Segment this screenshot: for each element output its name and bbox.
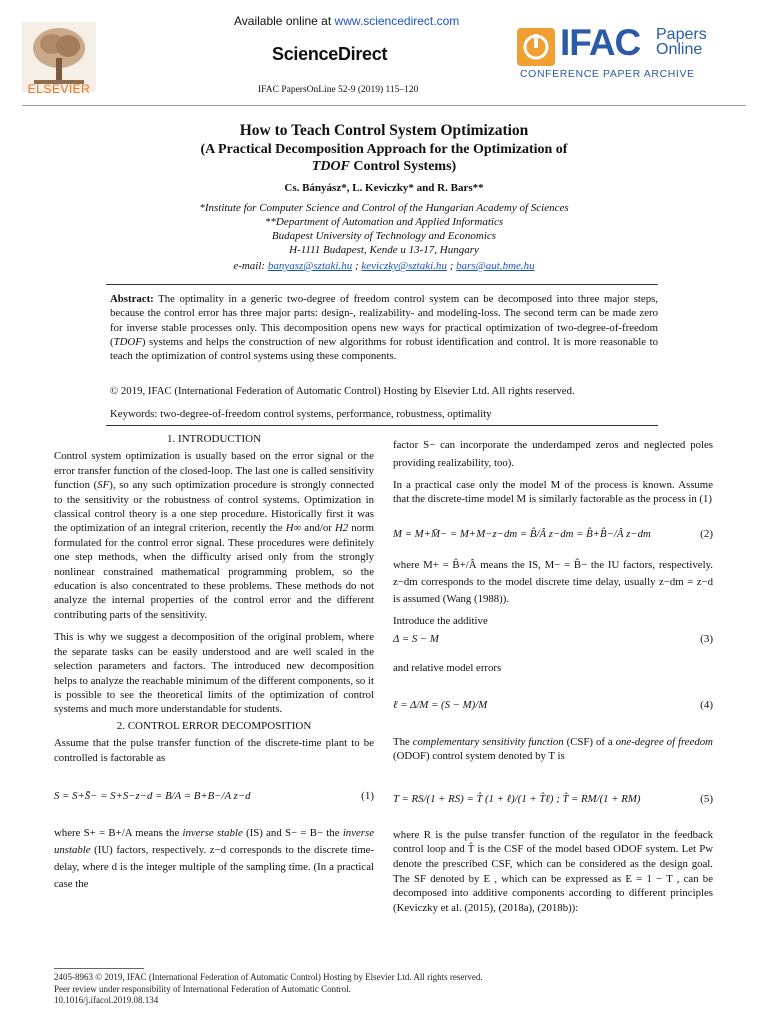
equation-5 (393, 782, 713, 816)
journal-citation: IFAC PapersOnLine 52-9 (2019) 115–120 (258, 85, 419, 95)
text-inverse-stable: inverse stable (182, 826, 243, 839)
footer-copyright: 2405-8963 © 2019, IFAC (International Federation of Automatic Control) Hosting by Elsevier Ltd. All rights reserved. (54, 972, 483, 982)
decomposition-paragraph-2 (54, 825, 374, 893)
available-text: Available online at (234, 14, 332, 28)
equation-1 (54, 781, 374, 811)
sciencedirect-link[interactable]: www.sciencedirect.com (334, 14, 460, 28)
ifac-wordmark: IFAC (560, 22, 641, 63)
right-paragraph-7: where R is the pulse transfer function of the regulator in the feedback control loop and T̂ is the CSF of the model based ODOF system. Let Pw denote the prescribed CSF, which can be considered as the design goal. The SF denoted by E , which can be expressed as E = 1 − T , can be decomposed into additive components according to different principles (Keviczky et al. (2015), (2018a), (2018b)): (393, 828, 713, 914)
papers-text: Papers (656, 26, 707, 43)
text-odof: one-degree of freedom (615, 736, 713, 749)
text-sf: SF (97, 479, 110, 492)
authors: Cs. Bányász*, L. Keviczky* and R. Bars** (284, 182, 484, 194)
equation-2-body: M = M+M̄− = M+M−z−dm = B̂/Â z−dm = B̂+B̂−/Â z−dm (393, 527, 651, 540)
equation-1-body: S = S+S̄− = S+S−z−d = B/A = B+B−/A z−d (54, 789, 251, 802)
right-paragraph-5: and relative model errors (393, 661, 502, 674)
text: ), so any such optimization procedure is strongly connected to the sensitivity or the robustness of control systems. Optimization in classical control theory is a one step procedure. Historically first it was the optimization of an integral criterion, recently the (54, 479, 374, 535)
abstract-bottom-rule (106, 425, 658, 426)
abstract-tdof: TDOF (113, 335, 142, 348)
section-heading-decomposition: 2. CONTROL ERROR DECOMPOSITION (116, 719, 312, 732)
subtitle-tdof: TDOF (311, 159, 350, 174)
ifac-emblem-icon (517, 28, 555, 66)
footer (54, 972, 483, 1007)
text-hinf: H∞ (285, 522, 302, 535)
email-separator: ; (352, 260, 362, 272)
equation-4-number: (4) (700, 698, 713, 711)
text: and/or (301, 522, 335, 535)
intro-paragraph-2: This is why we suggest a decomposition of the original problem, where the separate tasks can be easily understood and are well scaled in the selection parameters and factors. The introduced new decomposition helps to analyze the reachable minimum of the different components, so it is possible to see the theoretical limits of the optimization of control systems and much more understandable for students. (54, 631, 375, 716)
intro-paragraph-1 (54, 449, 374, 622)
abstract-text-end: ) systems and helps the construction of new algorithms for robust identification and control. It is more reasonable to teach the optimization of control systems using these components. (110, 335, 658, 363)
text: Control system optimization is usually based on the error signal or the error transfer function of the closed-loop. The last one is called sensitivity function ( (54, 450, 374, 492)
right-paragraph-6 (393, 735, 713, 764)
conference-paper-archive: CONFERENCE PAPER ARCHIVE (520, 68, 695, 80)
email-label: e-mail: (233, 260, 268, 272)
paper-subtitle-line2 (22, 159, 746, 175)
paper-subtitle-line1: (A Practical Decomposition Approach for the Optimization of (200, 142, 568, 157)
equation-3-number: (3) (700, 633, 713, 646)
equation-4 (393, 689, 713, 721)
footer-doi[interactable]: 10.1016/j.ifacol.2019.08.134 (54, 995, 159, 1005)
abstract (110, 292, 658, 363)
text-csf: complementary sensitivity function (412, 736, 564, 749)
email-line (22, 260, 746, 272)
copyright-notice: © 2019, IFAC (International Federation of Automatic Control) Hosting by Elsevier Ltd. All rights reserved. (110, 385, 575, 397)
text: (ODOF) control system denoted by T is (393, 750, 565, 763)
equation-2 (393, 517, 713, 551)
text-h2: H2 (334, 522, 349, 535)
text: (IS) and S− = B− the (242, 826, 343, 839)
subtitle-rest: Control Systems) (349, 159, 457, 174)
text-inverse-unstable: inverse unstable (54, 826, 374, 856)
header-divider (22, 105, 746, 106)
text: (IU) factors, respectively. z−d corresponds to the discrete time-delay, where d is the integer multiple of the sampling time. (In a practical case the (54, 843, 374, 890)
right-column (393, 436, 713, 915)
equation-5-body: T = RS/(1 + RS) = T̂ (1 + ℓ)/(1 + T̂ℓ) ; T̂ = RM/(1 + RM) (393, 792, 641, 805)
right-paragraph-2: In a practical case only the model M of the process is known. Assume that the discrete-time model M is similarly factorable as the process in (1) (393, 479, 713, 506)
equation-4-body: ℓ = Δ/M = (S − M)/M (393, 698, 488, 711)
right-paragraph-1: factor S− can incorporate the underdamped zeros and neglected poles providing realizability, too). (393, 439, 713, 469)
online-text: Online (656, 41, 703, 58)
left-column (54, 432, 374, 893)
decomposition-paragraph-1: Assume that the pulse transfer function of the discrete-time plant to be controlled is factorable as (54, 737, 374, 764)
abstract-label: Abstract: (110, 293, 154, 305)
text: The (393, 736, 413, 749)
text: norm formulated for the control error signal. These procedures were definitely one step methods, when the difficulty arised only from the strongly nonlinear constrained mathematical programming problem, so the education is also concentrated to these problems. These methods do not analyze the internal properties of the control error and the different contributing parts of the sensitivity. (54, 522, 374, 621)
affiliation-4: H-1111 Budapest, Kende u 13-17, Hungary (289, 244, 479, 256)
equation-1-number: (1) (361, 789, 374, 802)
footer-rule (54, 968, 144, 969)
email-separator: ; (446, 260, 457, 272)
equation-3 (393, 632, 713, 646)
section-heading-introduction: 1. INTRODUCTION (166, 433, 262, 445)
right-paragraph-3: where M+ = B̂+/Â means the IS, M− = B̂− the IU factors, respectively. z−dm corresponds to the model discrete time delay, usually z−dm = z−d is assumed (Wang (1988)). (393, 558, 713, 605)
sciencedirect-wordmark: ScienceDirect (272, 44, 388, 64)
equation-2-number: (2) (700, 527, 713, 540)
equation-3-body: Δ = S − M (393, 633, 439, 646)
abstract-text: The optimality in a generic two-degree of freedom control system can be decomposed into three major steps, because the control error has three major parts: design-, realizability- and modeling-loss. The second term can be made zero for inverse stable processes only. This decomposition opens new ways for practical optimization of two-degree-of-freedom ( (110, 293, 658, 348)
email-bars[interactable]: bars@aut.bme.hu (456, 260, 535, 272)
papers-online-wordmark (656, 27, 707, 57)
right-paragraph-4: Introduce the additive (393, 614, 488, 627)
paper-title: How to Teach Control System Optimization (239, 122, 529, 139)
text: where S+ = B+/A means the (54, 826, 183, 839)
elsevier-wordmark: ELSEVIER (27, 82, 91, 96)
available-online (234, 14, 459, 28)
affiliation-2: **Department of Automation and Applied Informatics (264, 216, 504, 228)
affiliation-3: Budapest University of Technology and Economics (271, 230, 497, 242)
email-banyasz[interactable]: banyasz@sztaki.hu (267, 260, 353, 272)
keywords: Keywords: two-degree-of-freedom control systems, performance, robustness, optimality (110, 408, 492, 420)
affiliation-1: *Institute for Computer Science and Control of the Hungarian Academy of Sciences (199, 202, 569, 214)
equation-5-number: (5) (700, 792, 713, 805)
footer-peer-review: Peer review under responsibility of International Federation of Automatic Control. (54, 983, 351, 994)
abstract-top-rule (106, 284, 658, 285)
text: (CSF) of a (563, 736, 616, 749)
email-keviczky[interactable]: keviczky@sztaki.hu (361, 260, 447, 272)
